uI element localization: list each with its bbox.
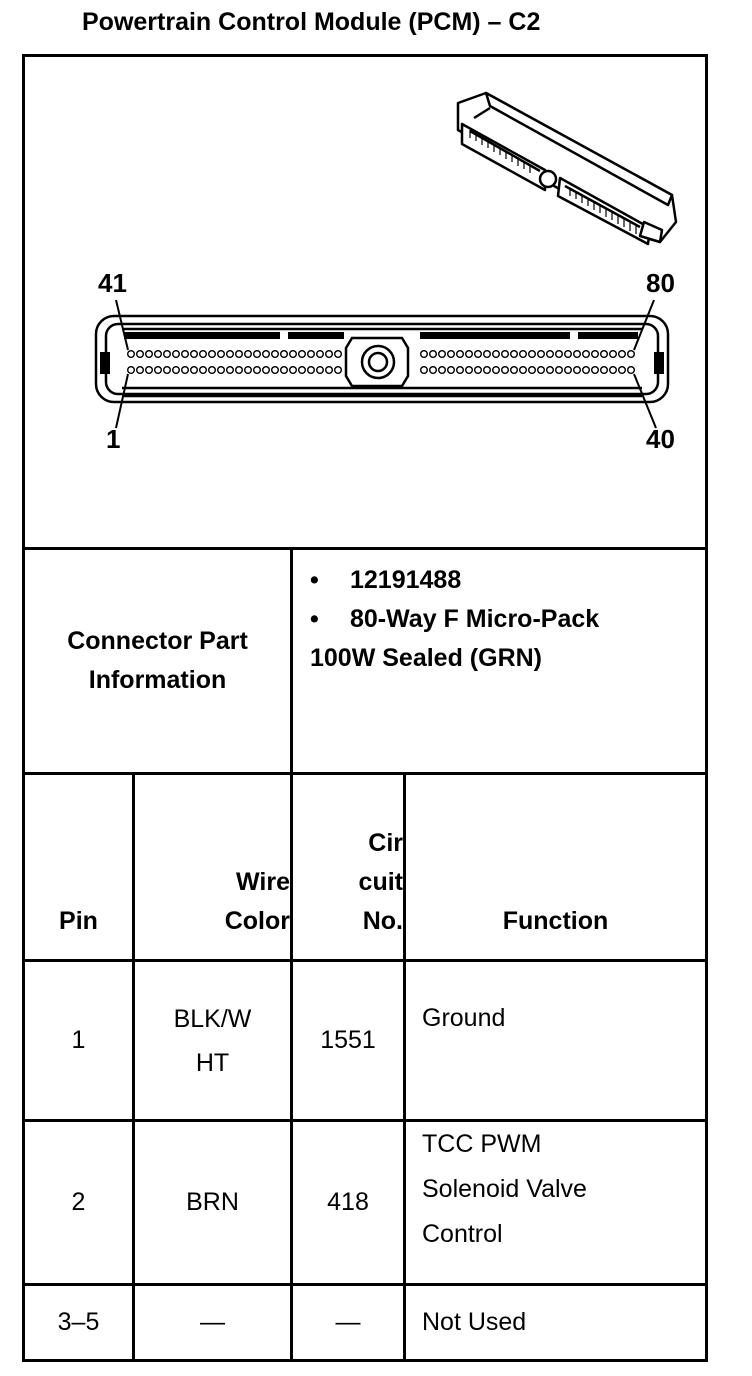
table-row-function	[422, 962, 702, 1119]
function-line1: TCC PWM	[422, 1130, 542, 1158]
function-line1: Ground	[422, 1004, 506, 1032]
connector-info-label-line1: Connector Part	[67, 627, 248, 655]
table-row-circuit: —	[335, 1308, 361, 1336]
table-row-pin: 2	[71, 1188, 86, 1216]
connector-3d-illustration	[458, 93, 676, 244]
connector-info-label-line2: Information	[88, 666, 227, 694]
pin-label-1: 1	[106, 424, 121, 454]
pin-label-40: 40	[646, 424, 675, 454]
connector-info-label	[25, 550, 290, 772]
table-row-pin: 3–5	[57, 1308, 100, 1336]
function-line2: Solenoid Valve	[422, 1175, 587, 1203]
header-function	[406, 775, 705, 959]
connector-description-line2: 100W Sealed (GRN)	[310, 644, 543, 672]
header-circuit-line1: Cir	[368, 829, 403, 857]
table-row-circuit: 1551	[320, 1026, 376, 1054]
table-row-function: Not Used	[422, 1308, 527, 1336]
header-pin	[25, 775, 132, 959]
header-pin-label: Pin	[59, 907, 98, 935]
header-circuit-line2: cuit	[358, 868, 403, 896]
table-row-pin: 1	[71, 1026, 86, 1054]
wire-color-line1: BLK/W	[173, 1004, 252, 1033]
connector-description-line1: 80-Way F Micro-Pack	[350, 605, 600, 633]
part-number-item	[310, 566, 461, 595]
center-boss	[346, 338, 408, 386]
page-title: Powertrain Control Module (PCM) – C2	[82, 8, 541, 36]
function-line3: Control	[422, 1220, 503, 1248]
part-number: 12191488	[350, 566, 462, 594]
bullet: •	[310, 605, 319, 633]
header-circuit-no	[293, 775, 403, 959]
table-row-wire-color: —	[200, 1308, 225, 1336]
table-row-function	[422, 1122, 702, 1283]
header-wire-line1: Wire	[236, 868, 290, 896]
table-row-wire-color	[135, 962, 290, 1119]
header-circuit-line3: No.	[362, 907, 403, 935]
pin-label-41: 41	[98, 268, 127, 298]
pin-label-80: 80	[646, 268, 675, 298]
header-wire-color	[135, 775, 290, 959]
header-wire-line2: Color	[224, 907, 290, 935]
table-row-wire-color: BRN	[186, 1188, 239, 1216]
header-function-label: Function	[502, 907, 609, 935]
table-row-circuit: 418	[327, 1188, 369, 1216]
bullet: •	[310, 566, 319, 594]
wire-color-line2: HT	[195, 1048, 230, 1077]
connector-description-item	[310, 605, 599, 634]
